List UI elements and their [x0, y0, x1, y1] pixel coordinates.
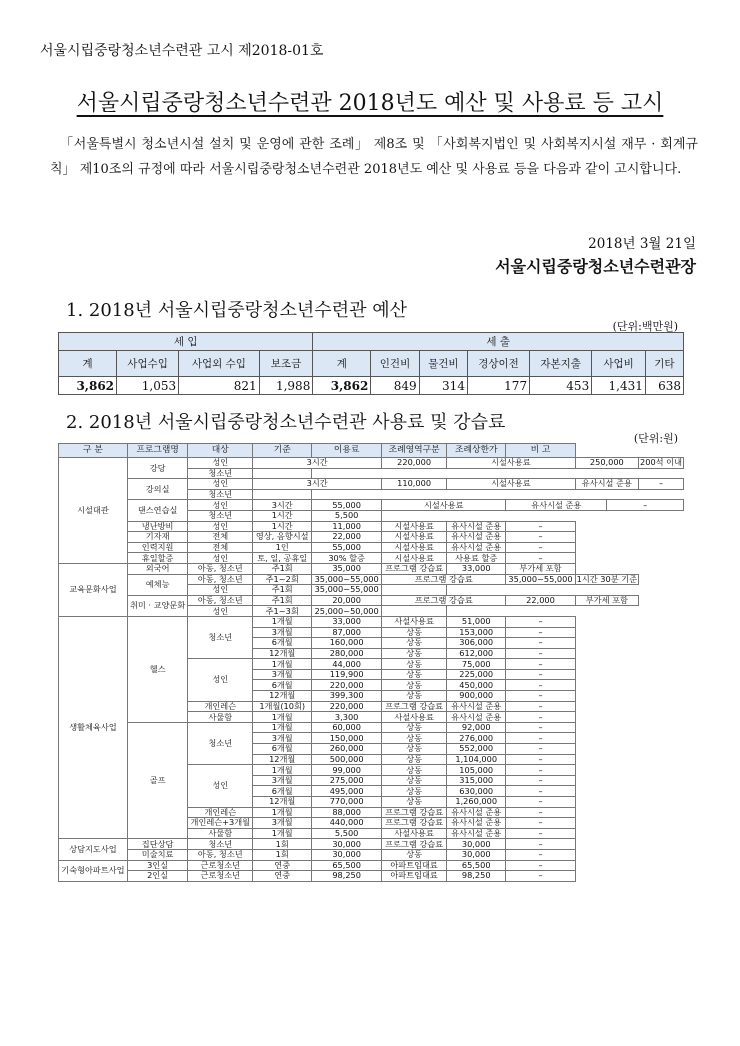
category-cell: 상동	[382, 765, 447, 776]
basis-cell: 1인	[253, 542, 312, 553]
section1-unit: (단위:백만원)	[612, 320, 678, 333]
basis-cell: 1회	[253, 839, 312, 850]
target-cell: 근로청소년	[188, 860, 253, 871]
target-cell: 성인	[188, 765, 253, 807]
remark-cell: –	[506, 532, 575, 543]
fee-cell: 275,000	[312, 775, 382, 786]
remark-cell: –	[506, 680, 575, 691]
remark-cell: –	[506, 659, 575, 670]
fee-table-header	[59, 444, 684, 458]
program-cell: 미술치료	[127, 849, 187, 860]
category-cell: 프로그램 강습료	[382, 574, 506, 585]
basis-cell: 주1회	[253, 585, 312, 596]
budget-column-header: 계	[59, 351, 117, 377]
fee-table	[58, 443, 684, 882]
program-cell: 2인실	[127, 871, 187, 882]
target-cell: 청소년	[188, 839, 253, 850]
column-header: 비 고	[506, 444, 575, 458]
remark-cell: –	[639, 479, 684, 490]
program-cell: 냉난방비	[127, 521, 187, 532]
basis-cell: 1개월(10회)	[253, 701, 312, 712]
category-cell: 상동	[382, 648, 447, 659]
notice-date: 2018년 3월 21일	[588, 236, 696, 252]
program-cell: 강당	[127, 458, 187, 479]
ordinance-cap-cell: 153,000	[447, 627, 506, 638]
remark-cell: –	[506, 828, 575, 839]
budget-value: 3,862	[59, 377, 117, 395]
fee-cell: 44,000	[312, 659, 382, 670]
section1-heading: 1. 2018년 서울시립중랑청소년수련관 예산	[66, 300, 407, 321]
program-cell: 예체능	[127, 574, 187, 595]
category-cell: 시설사용료	[382, 532, 447, 543]
fee-cell: 60,000	[312, 722, 382, 733]
target-cell: 개인레슨+3개월	[188, 818, 253, 829]
category-cell: 사설사용료	[382, 712, 447, 723]
program-cell: 강의실	[127, 479, 187, 500]
budget-value: 3,862	[313, 377, 371, 395]
fee-cell: 220,000	[312, 680, 382, 691]
fee-cell: 5,500	[312, 510, 382, 521]
ordinance-cap-cell: 30,000	[447, 849, 506, 860]
fee-cell: 770,000	[312, 797, 382, 808]
remark-cell: –	[506, 839, 575, 850]
category-cell: 상동	[382, 786, 447, 797]
column-header: 조례영역구분	[382, 444, 447, 458]
ordinance-cap-cell: 276,000	[447, 733, 506, 744]
remark-cell: –	[506, 616, 575, 627]
remark-cell: –	[506, 712, 575, 723]
budget-value: 1,988	[259, 377, 313, 395]
budget-value: 453	[530, 377, 592, 395]
ordinance-cap-cell: 225,000	[447, 669, 506, 680]
remark-cell: –	[506, 744, 575, 755]
category-cell: 시설사용료	[382, 553, 447, 564]
fee-cell: 280,000	[312, 648, 382, 659]
ordinance-cap-cell: 315,000	[447, 775, 506, 786]
remark-cell: 1시간 30분 기준	[576, 573, 638, 584]
target-cell: 사물함	[188, 828, 253, 839]
ordinance-cap-cell: 306,000	[447, 638, 506, 649]
target-cell: 청소년	[188, 510, 253, 521]
fee-cell: 35,000~55,000	[312, 585, 382, 596]
fee-cell: 260,000	[312, 744, 382, 755]
section2-heading: 2. 2018년 서울시립중랑청소년수련관 사용료 및 강습료	[66, 412, 506, 433]
table-row	[59, 574, 684, 585]
remark-cell: 부가세 포함	[575, 595, 638, 606]
target-cell: 성인	[188, 553, 253, 564]
budget-column-header: 자본지출	[530, 351, 592, 377]
fee-cell	[253, 468, 312, 479]
target-cell: 청소년	[188, 468, 253, 479]
fee-cell: 55,000	[312, 542, 382, 553]
basis-cell: 3시간	[253, 500, 312, 511]
target-cell: 성인	[188, 500, 253, 511]
remark-cell: –	[506, 786, 575, 797]
notice-body: 「서울특별시 청소년시설 설치 및 운영에 관한 조례」 제8조 및 「사회복지법인 및 사회복지시설 재무 · 회계규칙」 제10조의 규정에 따라 서울시립중랑청소년수련관 2018년도 예산 및 사용료 등을 다음과 같이 고시합니다.	[50, 137, 698, 177]
budget-column-header: 사업수입	[117, 351, 179, 377]
ordinance-cap-cell: 유사시설 준용	[447, 532, 506, 543]
basis-cell: 3시간	[253, 458, 382, 469]
ordinance-cap-cell: 유사시설 준용	[447, 701, 506, 712]
basis-cell: 주1~3회	[253, 606, 312, 617]
program-cell: 기자재	[127, 532, 187, 543]
program-cell: 헬스	[127, 616, 187, 722]
page-title: 서울시립중랑청소년수련관 2018년도 예산 및 사용료 등 고시	[76, 91, 664, 116]
category-cell: 상동	[382, 775, 447, 786]
fee-cell: 110,000	[382, 479, 447, 490]
remark-cell: 부가세 포함	[506, 563, 575, 574]
fee-cell: 33,000	[312, 616, 382, 627]
ordinance-cap-cell: 22,000	[506, 595, 575, 606]
category-cell: 사설사용료	[382, 828, 447, 839]
program-cell: 외국어	[127, 563, 187, 574]
remark-cell: –	[506, 669, 575, 680]
basis-cell: 1회	[253, 849, 312, 860]
target-cell: 청소년	[188, 489, 253, 500]
basis-cell: 1개월	[253, 712, 312, 723]
program-cell: 인력지원	[127, 542, 187, 553]
table-row	[59, 839, 684, 850]
program-cell: 휴일할증	[127, 553, 187, 564]
category-cell: 상동	[382, 722, 447, 733]
category-cell: 프로그램 강습료	[382, 595, 506, 606]
remark-cell: –	[506, 818, 575, 829]
fee-cell: 160,000	[312, 638, 382, 649]
fee-cell: 30,000	[312, 839, 382, 850]
target-cell: 아동, 청소년	[188, 849, 253, 860]
basis-cell: 1개월	[253, 722, 312, 733]
budget-value: 638	[645, 377, 683, 395]
remark-cell: 200석 이내	[640, 457, 682, 468]
group-cell: 기숙형아파트사업	[59, 860, 128, 881]
table-row	[59, 500, 684, 511]
basis-cell: 영상, 음향시설	[253, 532, 312, 543]
ordinance-cap-cell: 900,000	[447, 691, 506, 702]
ordinance-cap-cell: 유사시설 준용	[447, 521, 506, 532]
fee-cell: 119,900	[312, 669, 382, 680]
budget-column-header: 인건비	[371, 351, 419, 377]
remark-cell: –	[506, 775, 575, 786]
remark-cell: –	[506, 871, 575, 882]
basis-cell: 1개월	[253, 807, 312, 818]
basis-cell: 3개월	[253, 818, 312, 829]
category-cell: 상동	[382, 744, 447, 755]
income-header: 세 입	[59, 333, 313, 351]
group-cell: 상담지도사업	[59, 839, 128, 860]
fee-cell: 30% 할증	[312, 553, 382, 564]
table-row	[59, 849, 684, 860]
budget-value: 1,431	[592, 377, 646, 395]
ordinance-cap-cell: 33,000	[447, 563, 506, 574]
column-header: 대상	[188, 444, 253, 458]
category-cell: 상동	[382, 627, 447, 638]
group-cell: 시설대관	[59, 458, 128, 564]
category-cell: 시설사용료	[447, 458, 576, 469]
budget-value: 1,053	[117, 377, 179, 395]
ordinance-cap-cell: 유사시설 준용	[447, 712, 506, 723]
program-cell: 집단상담	[127, 839, 187, 850]
target-cell: 성인	[188, 521, 253, 532]
group-cell: 생활체육사업	[59, 616, 128, 838]
table-row	[59, 521, 684, 532]
column-header: 조례상한가	[447, 444, 506, 458]
category-cell: 상동	[382, 691, 447, 702]
basis-cell: 1개월	[253, 765, 312, 776]
budget-value: 821	[179, 377, 260, 395]
basis-cell: 3시간	[253, 479, 382, 490]
fee-cell: 98,250	[312, 871, 382, 882]
table-row	[59, 532, 684, 543]
basis-cell: 주1회	[253, 595, 312, 606]
basis-cell: 3개월	[253, 627, 312, 638]
fee-cell: 88,000	[312, 807, 382, 818]
ordinance-cap-cell: 98,250	[447, 871, 506, 882]
basis-cell: 6개월	[253, 638, 312, 649]
budget-column-header: 보조금	[259, 351, 313, 377]
category-cell: 상동	[382, 754, 447, 765]
category-cell: 프로그램 강습료	[382, 818, 447, 829]
fee-cell: 99,000	[312, 765, 382, 776]
category-cell: 아파트임대료	[382, 860, 447, 871]
ordinance-cap-cell: 630,000	[447, 786, 506, 797]
fee-cell: 22,000	[312, 532, 382, 543]
table-row	[59, 860, 684, 871]
ordinance-cap-cell: 유사시설 준용	[447, 807, 506, 818]
budget-column-header: 계	[313, 351, 371, 377]
basis-cell: 12개월	[253, 648, 312, 659]
target-cell: 성인	[188, 606, 253, 617]
ordinance-cap-cell: 250,000	[575, 458, 638, 469]
target-cell: 아동, 청소년	[188, 595, 253, 606]
basis-cell: 1개월	[253, 659, 312, 670]
fee-cell: 399,300	[312, 691, 382, 702]
remark-cell: –	[506, 722, 575, 733]
basis-cell: 1개월	[253, 616, 312, 627]
category-cell: 시설사용료	[382, 500, 506, 511]
category-cell: 프로그램 강습료	[382, 807, 447, 818]
fee-cell: 55,000	[312, 500, 382, 511]
target-cell: 전체	[188, 542, 253, 553]
fee-cell: 35,000~55,000	[312, 574, 382, 585]
category-cell: 상동	[382, 638, 447, 649]
table-row	[59, 563, 684, 574]
ordinance-cap-cell: 유사시설 준용	[447, 828, 506, 839]
basis-cell: 12개월	[253, 754, 312, 765]
category-cell: 시설사용료	[382, 542, 447, 553]
fee-cell: 25,000~50,000	[312, 606, 382, 617]
program-cell: 골프	[127, 722, 187, 839]
fee-cell: 440,000	[312, 818, 382, 829]
basis-cell: 1개월	[253, 828, 312, 839]
category-cell: 상동	[382, 680, 447, 691]
category-cell: 프로그램 강습료	[382, 563, 447, 574]
category-cell: 상동	[382, 849, 447, 860]
fee-cell	[253, 489, 312, 500]
fee-cell: 500,000	[312, 754, 382, 765]
table-row	[59, 595, 684, 606]
ordinance-cap-cell	[382, 606, 447, 617]
category-cell: 프로그램 강습료	[382, 701, 447, 712]
ordinance-cap-cell: 유사시설 준용	[575, 479, 638, 490]
budget-column-header: 경상이전	[467, 351, 529, 377]
basis-cell: 연중	[253, 860, 312, 871]
basis-cell: 3개월	[253, 733, 312, 744]
category-cell: 프로그램 강습료	[382, 839, 447, 850]
program-cell: 댄스연습실	[127, 500, 187, 521]
basis-cell: 12개월	[253, 691, 312, 702]
remark-cell: –	[506, 648, 575, 659]
target-cell: 근로청소년	[188, 871, 253, 882]
basis-cell: 3개월	[253, 669, 312, 680]
ordinance-cap-cell	[382, 585, 447, 596]
fee-cell: 220,000	[312, 701, 382, 712]
remark-cell: –	[506, 797, 575, 808]
ordinance-cap-cell: 612,000	[447, 648, 506, 659]
basis-cell: 주1~2회	[253, 574, 312, 585]
remark-cell: –	[506, 701, 575, 712]
ordinance-cap-cell: 1,260,000	[447, 797, 506, 808]
budget-column-header: 사업외 수입	[179, 351, 260, 377]
target-cell: 성인	[188, 585, 253, 596]
ordinance-cap-cell: 30,000	[447, 839, 506, 850]
remark-cell: –	[506, 733, 575, 744]
section2-unit: (단위:원)	[633, 432, 678, 445]
table-row	[59, 542, 684, 553]
table-row	[59, 479, 684, 490]
target-cell: 성인	[188, 479, 253, 490]
group-cell: 교육문화사업	[59, 563, 128, 616]
category-cell: 상동	[382, 733, 447, 744]
budget-column-header: 사업비	[592, 351, 646, 377]
fee-cell: 65,500	[312, 860, 382, 871]
signature: 서울시립중랑청소년수련관장	[495, 257, 696, 276]
fee-cell: 220,000	[382, 458, 447, 469]
ordinance-cap-cell: 사용료 할증	[447, 553, 506, 564]
ordinance-cap-cell: 105,000	[447, 765, 506, 776]
remark-cell: –	[506, 807, 575, 818]
ordinance-cap-cell: 75,000	[447, 659, 506, 670]
remark-cell: –	[506, 860, 575, 871]
fee-cell: 30,000	[312, 849, 382, 860]
category-cell: 사설사용료	[382, 616, 447, 627]
category-cell: 상동	[382, 669, 447, 680]
remark-cell: –	[506, 765, 575, 776]
remark-cell: –	[506, 638, 575, 649]
target-cell: 청소년	[188, 722, 253, 764]
table-row	[59, 553, 684, 564]
target-cell: 아동, 청소년	[188, 563, 253, 574]
target-cell: 청소년	[188, 616, 253, 658]
remark-cell: –	[607, 500, 684, 511]
table-row	[59, 871, 684, 882]
remark-cell: –	[506, 542, 575, 553]
fee-cell: 87,000	[312, 627, 382, 638]
document-number: 서울시립중랑청소년수련관 고시 제2018-01호	[40, 43, 324, 59]
fee-cell: 5,500	[312, 828, 382, 839]
expense-header: 세 출	[313, 333, 684, 351]
remark-cell: –	[506, 627, 575, 638]
target-cell: 개인레슨	[188, 701, 253, 712]
basis-cell: 1시간	[253, 521, 312, 532]
table-row	[59, 722, 684, 733]
fee-cell: 150,000	[312, 733, 382, 744]
table-row	[59, 616, 684, 627]
ordinance-cap-cell: 유사시설 준용	[506, 500, 607, 511]
remark-cell: –	[506, 553, 575, 564]
category-cell: 상동	[382, 659, 447, 670]
fee-cell: 35,000	[312, 563, 382, 574]
budget-column-header: 물건비	[419, 351, 467, 377]
category-cell: 상동	[382, 797, 447, 808]
program-cell: 3인실	[127, 860, 187, 871]
target-cell: 성인	[188, 458, 253, 469]
ordinance-cap-cell: 유사시설 준용	[447, 818, 506, 829]
column-header: 이용료	[312, 444, 382, 458]
budget-value: 849	[371, 377, 419, 395]
column-header: 구 분	[59, 444, 128, 458]
budget-value: 314	[419, 377, 467, 395]
ordinance-cap-cell: 유사시설 준용	[447, 542, 506, 553]
basis-cell: 6개월	[253, 680, 312, 691]
program-cell: 취미 · 교양문화	[127, 595, 187, 616]
category-cell: 시설사용료	[447, 479, 576, 490]
column-header: 기준	[253, 444, 312, 458]
ordinance-cap-cell: 552,000	[447, 744, 506, 755]
remark-cell: –	[506, 691, 575, 702]
basis-cell: 12개월	[253, 797, 312, 808]
target-cell: 아동, 청소년	[188, 574, 253, 585]
fee-cell: 11,000	[312, 521, 382, 532]
remark-cell: –	[506, 849, 575, 860]
basis-cell: 3개월	[253, 775, 312, 786]
fee-cell: 495,000	[312, 786, 382, 797]
basis-cell: 토, 일, 공휴일	[253, 553, 312, 564]
budget-table	[58, 332, 684, 395]
basis-cell: 6개월	[253, 744, 312, 755]
budget-value: 177	[467, 377, 529, 395]
target-cell: 개인레슨	[188, 807, 253, 818]
ordinance-cap-cell: 92,000	[447, 722, 506, 733]
table-row	[59, 458, 684, 469]
category-cell: 시설사용료	[382, 521, 447, 532]
column-header: 프로그램명	[127, 444, 187, 458]
ordinance-cap-cell: 450,000	[447, 680, 506, 691]
basis-cell: 1시간	[253, 510, 312, 521]
basis-cell: 6개월	[253, 786, 312, 797]
ordinance-cap-cell: 51,000	[447, 616, 506, 627]
budget-column-header: 기타	[645, 351, 683, 377]
ordinance-cap-cell: 65,500	[447, 860, 506, 871]
basis-cell: 연중	[253, 871, 312, 882]
fee-cell: 3,300	[312, 712, 382, 723]
remark-cell: –	[506, 754, 575, 765]
ordinance-cap-cell: 1,104,000	[447, 754, 506, 765]
fee-cell: 20,000	[312, 595, 382, 606]
remark-cell: –	[506, 521, 575, 532]
basis-cell: 주1회	[253, 563, 312, 574]
ordinance-cap-cell: 35,000~55,000	[506, 574, 575, 585]
target-cell: 사물함	[188, 712, 253, 723]
category-cell: 아파트임대료	[382, 871, 447, 882]
target-cell: 전체	[188, 532, 253, 543]
target-cell: 성인	[188, 659, 253, 701]
